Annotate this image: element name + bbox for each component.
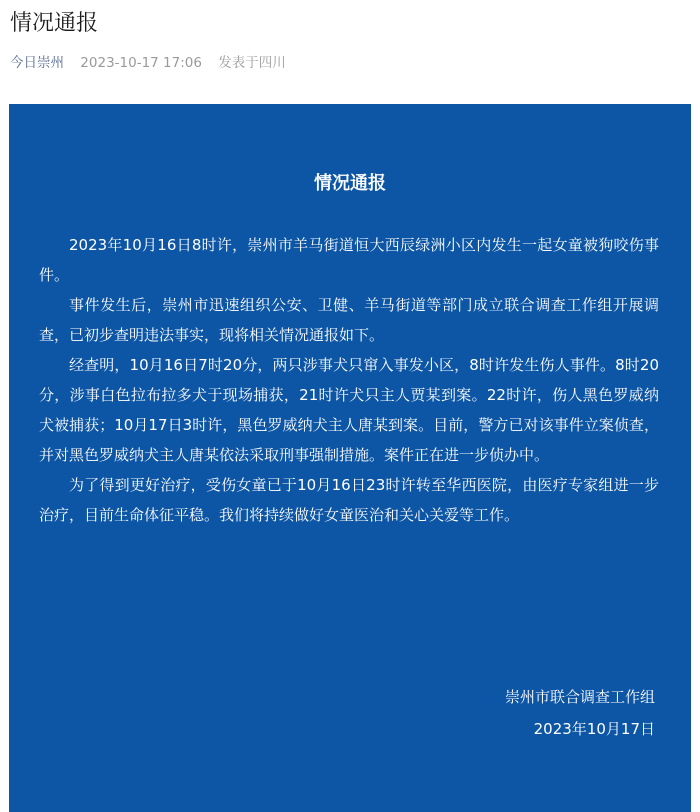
source-account-link[interactable]: 今日崇州	[10, 55, 64, 71]
notice-image	[9, 104, 691, 812]
publish-location: 发表于四川	[218, 55, 286, 71]
article-meta	[10, 54, 286, 72]
notice-paragraph: 为了得到更好治疗，受伤女童已于10月16日23时许转至华西医院，由医疗专家组进一步治疗，目前生命体征平稳。我们将持续做好女童医治和关心关爱等工作。	[39, 476, 659, 524]
notice-paragraph: 事件发生后，崇州市迅速组织公安、卫健、羊马街道等部门成立联合调查工作组开展调查，已初步查明违法事实，现将相关情况通报如下。	[39, 296, 659, 344]
notice-paragraph: 2023年10月16日8时许，崇州市羊马街道恒大西辰绿洲小区内发生一起女童被狗咬伤事件。	[39, 236, 659, 284]
signature-organization: 崇州市联合调查工作组	[504, 688, 655, 706]
signature-date: 2023年10月17日	[533, 720, 655, 738]
notice-title: 情况通报	[314, 173, 386, 194]
notice-body	[39, 230, 659, 530]
page-title: 情况通报	[10, 11, 99, 36]
notice-paragraph: 经查明，10月16日7时20分，两只涉事犬只窜入事发小区，8时许发生伤人事件。8时20分，涉事白色拉布拉多犬于现场捕获，21时许犬只主人贾某到案。22时许，伤人黑色罗威纳犬被捕获；10月17日3时许，黑色罗威纳犬主人唐某到案。目前，警方已对该事件立案侦查，并对黑色罗威纳犬主人唐某依法采取刑事强制措施。案件正在进一步侦办中。	[39, 356, 659, 464]
notice-signature	[505, 681, 655, 745]
publish-datetime: 2023-10-17 17:06	[80, 55, 202, 71]
